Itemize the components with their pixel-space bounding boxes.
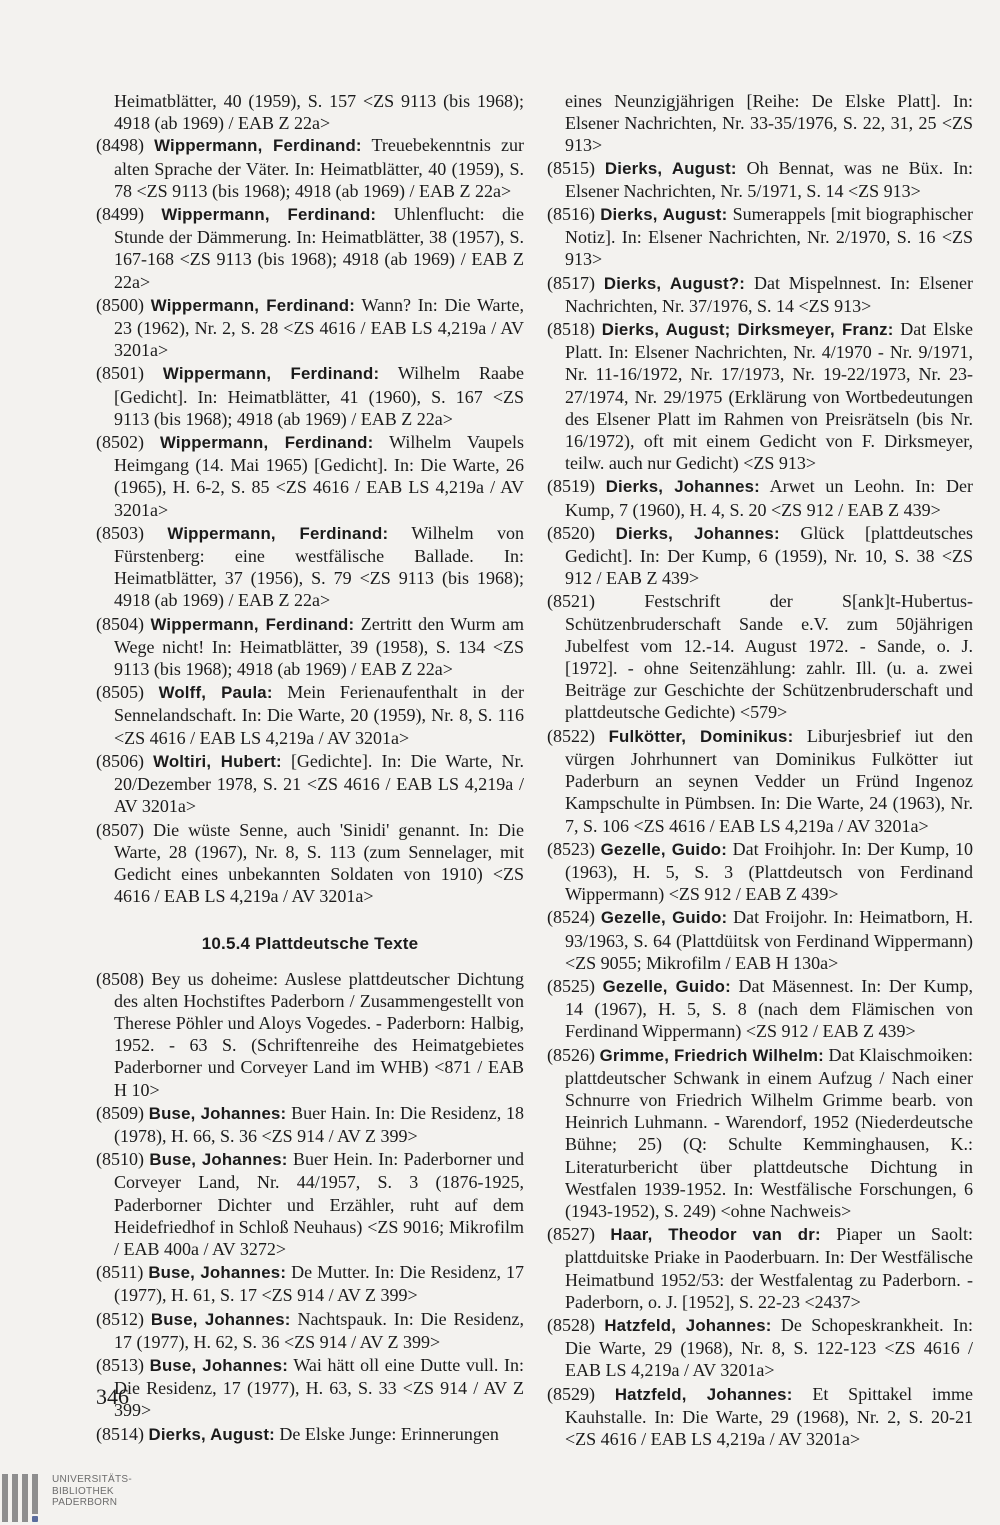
entry-number: (8529) — [547, 1383, 595, 1404]
logo-line: PADERBORN — [52, 1497, 118, 1508]
entry-author: Dierks, Johannes: — [615, 523, 780, 543]
entry-author: Hatzfeld, Johannes: — [604, 1315, 772, 1335]
bibliography-entry — [96, 681, 524, 749]
entry-text: Dat Elske Platt. In: Elsener Nachrichten, Nr. 4/1970 - Nr. 9/1971, Nr. 11-16/1972, Nr. 17/1973, Nr. 19-22/1973, Nr. 23-27/1974, Nr. 29/1975 (Erklärung von Wortbedeutungen des Elsener Platt im Rahmen von Preisrätseln (bis Nr. 16/1972), oft mit einem Gedicht von F. Dirksmeyer, teilw. auch nur Gedicht) <ZS 913> — [565, 319, 974, 474]
entry-text: Nachtspauk. In: Die Residenz, 17 (1977), H. 62, S. 36 <ZS 914 / AV Z 399> — [114, 1308, 525, 1352]
bibliography-entry — [96, 1102, 524, 1147]
entry-number: (8508) — [96, 968, 144, 989]
entry-number: (8517) — [547, 272, 595, 293]
right-column — [547, 90, 973, 1451]
entry-author: Dierks, August: — [604, 158, 737, 178]
bibliography-entry — [547, 1044, 973, 1223]
entry-number: (8522) — [547, 725, 595, 746]
entry-author: Wippermann, Ferdinand: — [160, 433, 374, 453]
entry-text: Treuebekenntnis zur alten Sprache der Väter. In: Heimatblätter, 40 (1959), S. 78 <ZS 9113 (bis 1968); 4918 (ab 1969) / EAB Z 22a> — [114, 135, 525, 201]
entry-list — [547, 157, 973, 1451]
entry-number: (8498) — [96, 135, 144, 156]
entry-text: Oh Bennat, was ne Büx. In: Elsener Nachrichten, Nr. 5/1971, S. 14 <ZS 913> — [565, 157, 973, 201]
barcode-logo-icon — [2, 1474, 44, 1522]
bibliography-entry — [96, 1354, 524, 1422]
entry-number: (8499) — [96, 204, 144, 225]
entry-author: Woltiri, Hubert: — [153, 751, 282, 771]
entry-number: (8516) — [547, 204, 595, 225]
entry-text: [Gedichte]. In: Die Warte, Nr. 20/Dezember 1978, S. 21 <ZS 4616 / EAB LS 4,219a / AV 3201a> — [114, 750, 525, 817]
entry-number: (8504) — [96, 613, 144, 634]
entry-text: Piaper un Saolt: plattduitske Priake in Paoderbuarn. In: Der Westfälische Heimatbund 1952/53: der Westfalentag zu Paderborn. - Paderborn, o. J. [1952], S. 22-23 <2437> — [565, 1224, 973, 1312]
entry-number: (8502) — [96, 432, 144, 453]
entry-number: (8526) — [547, 1044, 595, 1065]
entry-number: (8527) — [547, 1224, 595, 1245]
entry-text: Wann? In: Die Warte, 23 (1962), Nr. 2, S. 28 <ZS 4616 / EAB LS 4,219a / AV 3201a> — [114, 294, 525, 361]
entry-number: (8510) — [96, 1149, 144, 1170]
bibliography-entry — [547, 1314, 973, 1382]
entry-author: Wippermann, Ferdinand: — [162, 364, 380, 384]
entry-author: Wippermann, Ferdinand: — [167, 523, 389, 543]
bibliography-entry — [547, 272, 973, 317]
entry-text: Dat Froijohr. In: Heimatborn, H. 93/1963, S. 64 (Plattdüitsk von Ferdinand Wippermann) <ZS 9055; Mikrofilm / EAB H 130a> — [565, 907, 974, 973]
entry-text: De Mutter. In: Die Residenz, 17 (1977), H. 61, S. 17 <ZS 914 / AV Z 399> — [114, 1262, 524, 1306]
entry-author: Haar, Theodor van dr: — [610, 1225, 821, 1245]
entry-number: (8523) — [547, 838, 595, 859]
entry-text: Sumerappels [mit biographischer Notiz]. In: Elsener Nachrichten, Nr. 2/1970, S. 16 <ZS 913> — [565, 204, 973, 270]
bibliography-entry — [96, 294, 524, 362]
entry-number: (8524) — [547, 907, 595, 928]
library-logo — [0, 1470, 150, 1525]
entry-number: (8518) — [547, 319, 595, 340]
entry-number: (8507) — [96, 819, 144, 840]
entry-text: Uhlenflucht: die Stunde der Dämmerung. In: Heimatblätter, 38 (1957), S. 167-168 <ZS 9113 (bis 1968); 4918 (ab 1969) / EAB Z 22a> — [114, 204, 524, 292]
entry-author: Dierks, Johannes: — [605, 477, 760, 497]
entry-number: (8514) — [96, 1423, 144, 1444]
entry-text: Festschrift der S[ank]t-Hubertus-Schützenbruderschaft Sande e.V. zum 50jährigen Jubelfest vom 12.-14. August 1972. - Sande, o. J. [1972]. - ohne Seitenzählung: zahlr. Ill. (u. a. zwei Beiträge zur Geschichte der Schützenbruderschaft und plattdeutsche Gedichte) <579> — [565, 591, 973, 723]
entry-author: Buse, Johannes: — [150, 1309, 291, 1329]
logo-line: UNIVERSITÄTS- — [52, 1474, 133, 1485]
entry-author: Buse, Johannes: — [148, 1103, 287, 1123]
entry-author: Buse, Johannes: — [149, 1150, 288, 1170]
bibliography-entry — [96, 819, 524, 908]
entry-number: (8513) — [96, 1354, 144, 1375]
entry-number: (8512) — [96, 1308, 144, 1329]
entry-text: Wilhelm von Fürstenberg: eine westfälische Ballade. In: Heimatblätter, 37 (1956), S. 79 <ZS 9113 (bis 1968); 4918 (ab 1969) / EAB Z 22a> — [114, 522, 525, 611]
entry-number: (8521) — [547, 591, 595, 612]
entry-continuation: eines Neunzigjährigen [Reihe: De Elske Platt]. In: Elsener Nachrichten, Nr. 33-35/1976, S. 22, 31, 25 <ZS 913> — [565, 91, 973, 156]
bibliography-entry — [96, 431, 524, 521]
bibliography-entry — [547, 522, 973, 590]
entry-author: Buse, Johannes: — [149, 1355, 289, 1375]
bibliography-entry — [96, 750, 524, 818]
entry-text: Dat Mäsennest. In: Der Kump, 14 (1967), H. 5, S. 8 (nach dem Flämischen von Ferdinand Wippermann) <ZS 912 / EAB Z 439> — [565, 975, 974, 1042]
entry-author: Buse, Johannes: — [148, 1263, 287, 1283]
bibliography-entry — [547, 590, 973, 723]
bibliography-entry — [547, 1223, 973, 1313]
entry-author: Gezelle, Guido: — [602, 976, 731, 996]
entry-text: Die wüste Senne, auch 'Sinidi' genannt. In: Die Warte, 28 (1967), Nr. 8, S. 113 (zum Sennelager, mit Gedicht eines unbekannten Soldaten von 1910) <ZS 4616 / EAB LS 4,219a / AV 3201a> — [114, 819, 524, 907]
bibliography-entry — [96, 522, 524, 612]
bibliography-entry — [96, 1308, 524, 1353]
bibliography-entry — [547, 203, 973, 271]
bibliography-entry — [96, 1148, 524, 1260]
bibliography-entry — [547, 475, 973, 520]
bibliography-entry — [547, 975, 973, 1043]
entry-text: Wilhelm Vaupels Heimgang (14. Mai 1965) [Gedicht]. In: Die Warte, 26 (1965), H. 6-2, S. 85 <ZS 4616 / EAB LS 4,219a / AV 3201a> — [114, 432, 524, 520]
entry-author: Wippermann, Ferdinand: — [161, 205, 377, 225]
bibliography-entry — [96, 1261, 524, 1306]
entry-number: (8528) — [547, 1314, 595, 1335]
entry-text: Dat Froihjohr. In: Der Kump, 10 (1963), H. 5, S. 3 (Plattdeutsch von Ferdinand Wippermann) <ZS 912 / EAB Z 439> — [565, 838, 973, 905]
entry-number: (8503) — [96, 522, 144, 543]
entry-author: Gezelle, Guido: — [600, 839, 727, 859]
entry-text: Wilhelm Raabe [Gedicht]. In: Heimatblätter, 41 (1960), S. 167 <ZS 9113 (bis 1968); 4918 (ab 1969) / EAB Z 22a> — [114, 363, 524, 429]
bibliography-entry — [547, 1383, 973, 1451]
entry-number: (8506) — [96, 750, 144, 771]
logo-line: BIBLIOTHEK — [52, 1485, 114, 1497]
bibliography-entry — [547, 157, 973, 202]
entry-text: Et Spittakel imme Kauhstalle. In: Die Warte, 29 (1968), Nr. 2, S. 20-21 <ZS 4616 / EAB LS 4,219a / AV 3201a> — [565, 1383, 974, 1449]
entry-number: (8500) — [96, 294, 144, 315]
entry-text: Wai hätt oll eine Dutte vull. In: Die Residenz, 17 (1977), H. 63, S. 33 <ZS 914 / AV Z 399> — [114, 1354, 524, 1421]
entry-author: Wippermann, Ferdinand: — [150, 295, 355, 315]
entry-number: (8519) — [547, 476, 595, 497]
entry-continuation: Heimatblätter, 40 (1959), S. 157 <ZS 9113 (bis 1968); 4918 (ab 1969) / EAB Z 22a> — [114, 91, 524, 134]
bibliography-entry — [96, 968, 524, 1101]
bibliography-entry — [96, 203, 524, 293]
page-number: 346 — [96, 1384, 129, 1409]
entry-number: (8511) — [96, 1262, 144, 1283]
entry-number: (8525) — [547, 975, 595, 996]
entry-text: Buer Hein. In: Paderborner und Corveyer Land, Nr. 44/1957, S. 3 (1876-1925, Paderborner Dichter und Erzähler, ruht auf dem Heidefriedhof in Schloß Neuhaus) <ZS 9016; Mikrofilm / EAB 400a / AV 3272> — [114, 1149, 525, 1259]
entry-text: Buer Hain. In: Die Residenz, 18 (1978), H. 66, S. 36 <ZS 914 / AV Z 399> — [114, 1102, 524, 1146]
entry-text: Dat Klaischmoiken: plattdeutscher Schwank in einem Aufzug / Nach einer Schnurre von Friedrich Wilhelm Grimme bearb. von Heinrich Luhmann. - Warendorf, 1952 (Niederdeutsche Bühne; 25) (Q: Schulte Kemminghausen, K.: Literaturbericht über plattdeutsche Dichtung in Westfalen 1939-1952. In: Westfälische Forschungen, 6 (1943-1952), S. 249) <ohne Nachweis> — [565, 1044, 974, 1221]
entry-text: De Schopeskrankheit. In: Die Warte, 29 (1968), Nr. 8, S. 122-123 <ZS 4616 / EAB LS 4,219a / AV 3201a> — [565, 1314, 974, 1381]
entry-author: Fulkötter, Dominikus: — [608, 726, 794, 746]
bibliography-entry — [96, 613, 524, 681]
entry-list — [96, 134, 524, 907]
entry-author: Dierks, August; Dirksmeyer, Franz: — [601, 320, 894, 340]
entry-text: Dat Mispelnnest. In: Elsener Nachrichten, Nr. 37/1976, S. 14 <ZS 913> — [565, 272, 974, 316]
entry-text: Bey us doheime: Auslese plattdeutscher Dichtung des alten Hochstiftes Paderborn / Zusammengestellt von Therese Pöhler und Aloys Vogedes. - Paderborn: Halbig, 1952. - 63 S. (Schriftenreihe des Heimatgebietes Paderborner und Corveyer Land im WHB) <871 / EAB H 10> — [114, 968, 524, 1100]
bibliography-entry — [547, 318, 973, 474]
bibliography-entry — [547, 906, 973, 974]
entry-number: (8505) — [96, 682, 144, 703]
section-heading: 10.5.4 Plattdeutsche Texte — [201, 934, 419, 954]
entry-author: Grimme, Friedrich Wilhelm: — [599, 1045, 824, 1065]
entry-author: Wippermann, Ferdinand: — [154, 136, 362, 156]
bibliography-entry — [96, 1423, 524, 1446]
entry-number: (8515) — [547, 157, 595, 178]
entry-list — [96, 968, 524, 1446]
entry-number: (8509) — [96, 1102, 144, 1123]
entry-text: De Elske Junge: Erinnerungen — [274, 1423, 499, 1444]
entry-text: Zertritt den Wurm am Wege nicht! In: Heimatblätter, 39 (1958), S. 134 <ZS 9113 (bis 1968); 4918 (ab 1969) / EAB Z 22a> — [114, 613, 524, 680]
entry-author: Gezelle, Guido: — [600, 908, 728, 928]
entry-text: Liburjesbrief iut den vürgen Johrhunnert van Dominikus Fulkötter iut Paderburn an seynen Vedder un Fründ Ingenoz Kampschulte in Pümbsen. In: Die Warte, 24 (1963), Nr. 7, S. 106 <ZS 4616 / EAB LS 4,219a / AV 3201a> — [565, 725, 973, 836]
entry-number: (8520) — [547, 522, 595, 543]
entry-author: Dierks, August: — [600, 205, 728, 225]
entry-text: Arwet un Leohn. In: Der Kump, 7 (1960), H. 4, S. 20 <ZS 912 / EAB Z 439> — [565, 476, 974, 520]
bibliography-entry — [96, 362, 524, 430]
entry-text: Mein Ferienaufenthalt in der Sennelandschaft. In: Die Warte, 20 (1959), Nr. 8, S. 116 <ZS 4616 / EAB LS 4,219a / AV 3201a> — [114, 682, 524, 748]
entry-author: Dierks, August?: — [603, 273, 746, 293]
left-column — [96, 90, 524, 1447]
entry-number: (8501) — [96, 363, 144, 384]
bibliography-entry — [547, 838, 973, 906]
entry-author: Hatzfeld, Johannes: — [614, 1384, 793, 1404]
bibliography-entry — [547, 725, 973, 837]
entry-author: Dierks, August: — [148, 1424, 275, 1444]
entry-author: Wolff, Paula: — [158, 683, 273, 703]
logo-text — [52, 1474, 132, 1509]
bibliography-entry — [96, 134, 524, 202]
entry-text: Glück [plattdeutsches Gedicht]. In: Der Kump, 6 (1959), Nr. 10, S. 38 <ZS 912 / EAB Z 439> — [565, 522, 973, 589]
entry-author: Wippermann, Ferdinand: — [150, 614, 355, 634]
